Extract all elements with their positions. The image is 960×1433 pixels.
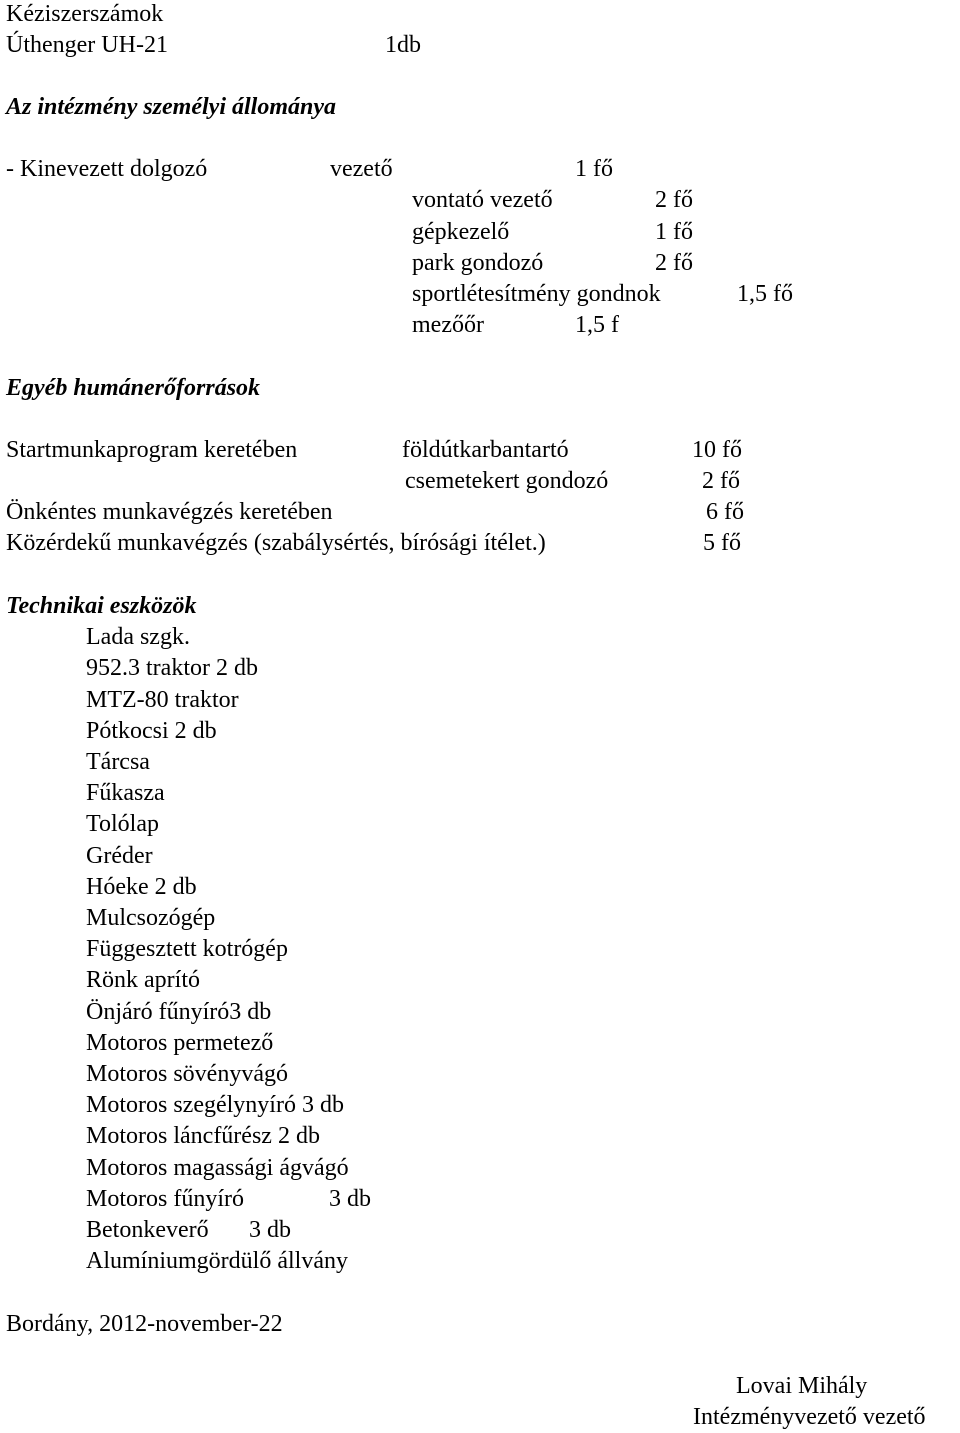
public-interest-work-count: 5 fő: [703, 530, 741, 556]
tech-item: Önjáró fűnyíró3 db: [86, 999, 272, 1025]
tech-item-mower-qty: 3 db: [329, 1186, 371, 1212]
tech-heading: Technikai eszközök: [6, 593, 197, 619]
staff-count-sports-caretaker: 1,5 fő: [737, 281, 793, 307]
tech-item: MTZ-80 traktor: [86, 687, 239, 713]
staff-count-machine-operator: 1 fő: [655, 219, 693, 245]
tech-item: Motoros magassági ágvágó: [86, 1155, 349, 1181]
tech-item: Betonkeverő: [86, 1217, 209, 1243]
signer-name: Lovai Mihály: [736, 1373, 868, 1399]
road-maintainer-role: földútkarbantartó: [402, 437, 569, 463]
volunteer-work-count: 6 fő: [706, 499, 744, 525]
staff-count-park-keeper: 2 fő: [655, 250, 693, 276]
staff-role-sports-caretaker: sportlétesítmény gondnok: [412, 281, 661, 307]
tech-item: Motoros fűnyíró: [86, 1186, 244, 1212]
staff-count-manager: 1 fő: [575, 156, 613, 182]
volunteer-work-label: Önkéntes munkavégzés keretében: [6, 499, 333, 525]
staff-role-park-keeper: park gondozó: [412, 250, 544, 276]
tech-item: Rönk aprító: [86, 967, 200, 993]
tech-item: Gréder: [86, 843, 153, 869]
signer-title: Intézményvezető vezető: [693, 1404, 926, 1430]
staff-count-tractor-driver: 2 fő: [655, 187, 693, 213]
staff-role-field-guard: mezőőr: [412, 312, 484, 338]
tech-item: Hóeke 2 db: [86, 874, 197, 900]
road-roller-qty: 1db: [385, 32, 421, 58]
staff-heading: Az intézmény személyi állománya: [6, 94, 336, 120]
tech-item: Fűkasza: [86, 780, 165, 806]
staff-role-manager: vezető: [330, 156, 393, 182]
tech-item: Mulcsozógép: [86, 905, 216, 931]
road-maintainer-count: 10 fő: [692, 437, 742, 463]
tech-item: Függesztett kotrógép: [86, 936, 288, 962]
tech-item: 952.3 traktor 2 db: [86, 655, 258, 681]
tech-item: Tolólap: [86, 811, 159, 837]
tech-item: Lada szgk.: [86, 624, 190, 650]
public-interest-work-label: Közérdekű munkavégzés (szabálysértés, bírósági ítélet.): [6, 530, 546, 556]
hand-tools-label: Kéziszerszámok: [6, 1, 164, 27]
appointed-staff-label: - Kinevezett dolgozó: [6, 156, 208, 182]
road-roller-name: Úthenger UH-21: [6, 32, 168, 58]
staff-role-tractor-driver: vontató vezető: [412, 187, 553, 213]
place-date: Bordány, 2012-november-22: [6, 1311, 283, 1337]
nursery-keeper-count: 2 fő: [702, 468, 740, 494]
tech-item: Tárcsa: [86, 749, 150, 775]
tech-item-mixer-qty: 3 db: [249, 1217, 291, 1243]
tech-item: Motoros sövényvágó: [86, 1061, 288, 1087]
tech-item: Alumíniumgördülő állvány: [86, 1248, 348, 1274]
staff-count-field-guard: 1,5 f: [575, 312, 619, 338]
tech-item: Motoros szegélynyíró 3 db: [86, 1092, 344, 1118]
tech-item: Motoros láncfűrész 2 db: [86, 1123, 320, 1149]
nursery-keeper-role: csemetekert gondozó: [405, 468, 609, 494]
staff-role-machine-operator: gépkezelő: [412, 219, 510, 245]
start-program-label: Startmunkaprogram keretében: [6, 437, 298, 463]
tech-item: Motoros permetező: [86, 1030, 274, 1056]
tech-item: Pótkocsi 2 db: [86, 718, 217, 744]
other-resources-heading: Egyéb humánerőforrások: [6, 375, 261, 401]
